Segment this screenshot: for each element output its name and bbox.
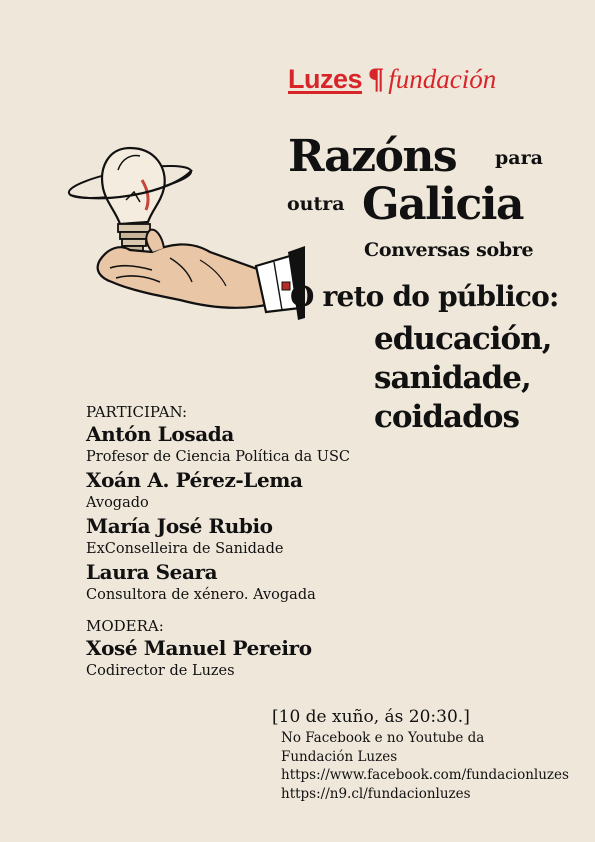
participant-name: Xoán A. Pérez-Lema <box>86 468 303 492</box>
event-info-line: Fundación Luzes <box>281 748 398 765</box>
subtitle: Conversas sobre <box>364 239 534 261</box>
title-word-para: para <box>495 147 543 169</box>
topic-education: educación, <box>374 321 552 357</box>
participant-role: Avogado <box>86 495 149 511</box>
participant-role: ExConselleira de Sanidade <box>86 541 284 557</box>
topic-health: sanidade, <box>374 360 531 396</box>
pilcrow-icon: ¶ <box>368 62 385 95</box>
event-date: [10 de xuño, ás 20:30.] <box>272 707 470 727</box>
participant <box>86 422 386 468</box>
hand-holding-lightbulb-icon <box>60 140 305 325</box>
moderator-label: MODERA: <box>86 617 164 635</box>
participant <box>86 560 386 606</box>
event-info-line: No Facebook e no Youtube da <box>281 730 485 746</box>
moderator-role: Codirector de Luzes <box>86 663 235 679</box>
participant-role: Consultora de xénero. Avogada <box>86 587 316 603</box>
participant-name: Antón Losada <box>86 422 234 446</box>
logo-fundacion-text: fundación <box>388 64 497 94</box>
title-word-outra: outra <box>287 193 345 215</box>
participant-role: Profesor de Ciencia Política da USC <box>86 449 351 465</box>
moderator-name: Xosé Manuel Pereiro <box>86 636 312 660</box>
topic-lead: O reto do público: <box>290 280 559 313</box>
title-word-razons: Razóns <box>288 131 457 182</box>
participant <box>86 468 386 514</box>
title-word-galicia: Galicia <box>362 179 524 230</box>
short-link[interactable]: https://n9.cl/fundacionluzes <box>281 785 471 802</box>
participant-name: Laura Seara <box>86 560 218 584</box>
participant-name: María José Rubio <box>86 514 273 538</box>
participant <box>86 514 386 560</box>
topic-care: coidados <box>374 399 519 435</box>
participants-section <box>86 402 386 682</box>
logo-luzes-text: Luzes <box>288 64 363 94</box>
fundacion-luzes-logo <box>288 62 496 96</box>
moderator-section <box>86 616 386 682</box>
event-details <box>272 705 582 803</box>
facebook-link[interactable]: https://www.facebook.com/fundacionluzes <box>281 767 569 783</box>
participants-label: PARTICIPAN: <box>86 403 188 421</box>
